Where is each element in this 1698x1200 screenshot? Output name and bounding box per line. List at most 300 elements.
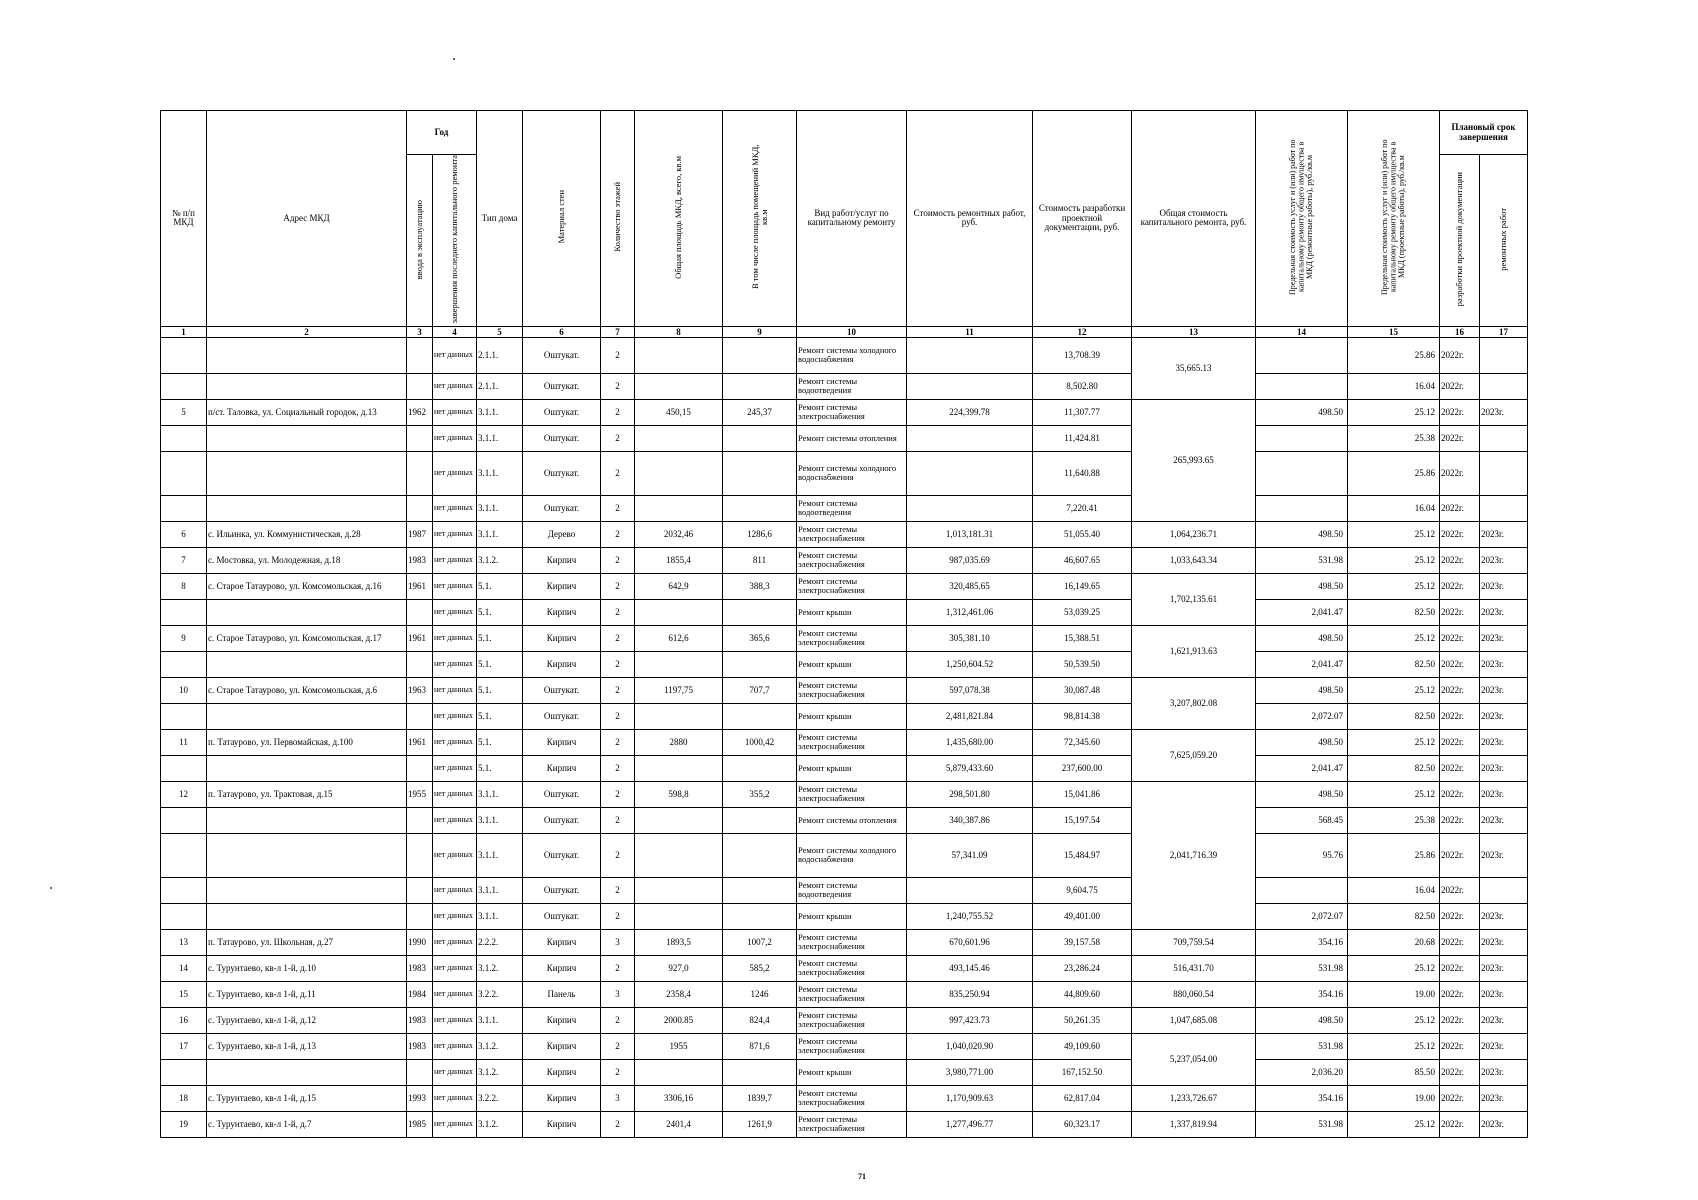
address-cell: с. Турунтаево, кв-л 1-й, д.10 xyxy=(207,955,407,981)
year-last-repair-cell: нет данных xyxy=(433,495,477,521)
total-area-cell: 1955 xyxy=(635,1033,723,1059)
plan-design-cell: 2022г. xyxy=(1440,877,1480,903)
address-cell xyxy=(207,903,407,929)
limit-design-cell: 25.12 xyxy=(1348,677,1440,703)
table-row xyxy=(161,573,1528,599)
year-last-repair-cell: нет данных xyxy=(433,729,477,755)
house-number xyxy=(161,373,207,399)
repair-cost-cell: 997,423.73 xyxy=(907,1007,1033,1033)
house-type-cell: 3.1.2. xyxy=(477,547,523,573)
limit-design-cell: 19.00 xyxy=(1348,981,1440,1007)
table-row xyxy=(161,729,1528,755)
design-cost-cell: 49,109.60 xyxy=(1033,1033,1132,1059)
wall-material-cell: Оштукат. xyxy=(523,337,601,373)
limit-repair-cell: 531.98 xyxy=(1256,955,1348,981)
limit-repair-cell: 2,072.07 xyxy=(1256,703,1348,729)
header-floors xyxy=(601,111,635,327)
house-number: 17 xyxy=(161,1033,207,1059)
table-row xyxy=(161,781,1528,807)
address-cell xyxy=(207,425,407,451)
house-number: 5 xyxy=(161,399,207,425)
work-type-cell: Ремонт системы электроснабжения xyxy=(797,1085,907,1111)
address-cell xyxy=(207,495,407,521)
limit-repair-cell: 498.50 xyxy=(1256,399,1348,425)
design-cost-cell: 72,345.60 xyxy=(1033,729,1132,755)
wall-material-cell: Оштукат. xyxy=(523,677,601,703)
house-number: 19 xyxy=(161,1111,207,1137)
table-row xyxy=(161,703,1528,729)
year-commission-cell: 1955 xyxy=(407,781,433,807)
design-cost-cell: 11,424.81 xyxy=(1033,425,1132,451)
plan-repair-cell xyxy=(1480,337,1528,373)
plan-repair-cell: 2023г. xyxy=(1480,781,1528,807)
house-number: 10 xyxy=(161,677,207,703)
year-last-repair-cell: нет данных xyxy=(433,1085,477,1111)
address-cell: с. Турунтаево, кв-л 1-й, д.11 xyxy=(207,981,407,1007)
wall-material-cell: Кирпич xyxy=(523,729,601,755)
year-commission-cell: 1993 xyxy=(407,1085,433,1111)
work-type-cell: Ремонт системы водоотведения xyxy=(797,495,907,521)
limit-design-cell: 25.12 xyxy=(1348,955,1440,981)
repair-cost-cell: 1,240,755.52 xyxy=(907,903,1033,929)
column-number: 10 xyxy=(797,326,907,337)
repair-cost-cell xyxy=(907,425,1033,451)
header-design-cost: Стоимость разработки проектной документации, руб. xyxy=(1033,111,1132,327)
plan-repair-cell: 2023г. xyxy=(1480,729,1528,755)
premises-area-cell: 1286,6 xyxy=(723,521,797,547)
table-row xyxy=(161,1059,1528,1085)
limit-design-cell: 25.12 xyxy=(1348,573,1440,599)
house-type-cell: 3.2.2. xyxy=(477,981,523,1007)
year-commission-cell xyxy=(407,599,433,625)
wall-material-cell: Оштукат. xyxy=(523,877,601,903)
total-cost-cell: 265,993.65 xyxy=(1132,399,1256,521)
work-type-cell: Ремонт системы электроснабжения xyxy=(797,625,907,651)
year-commission-cell xyxy=(407,651,433,677)
header-wall-material-text: Материал стен xyxy=(556,190,566,244)
wall-material-cell: Кирпич xyxy=(523,547,601,573)
house-type-cell: 5.1. xyxy=(477,651,523,677)
limit-repair-cell: 2,041.47 xyxy=(1256,755,1348,781)
plan-design-cell: 2022г. xyxy=(1440,1033,1480,1059)
year-last-repair-cell: нет данных xyxy=(433,573,477,599)
limit-design-cell: 82.50 xyxy=(1348,903,1440,929)
year-commission-cell: 1961 xyxy=(407,729,433,755)
premises-area-cell xyxy=(723,651,797,677)
premises-area-cell xyxy=(723,495,797,521)
total-cost-cell: 709,759.54 xyxy=(1132,929,1256,955)
total-cost-cell: 35,665.13 xyxy=(1132,337,1256,399)
plan-repair-cell: 2023г. xyxy=(1480,1059,1528,1085)
total-area-cell: 2358,4 xyxy=(635,981,723,1007)
year-commission-cell: 1987 xyxy=(407,521,433,547)
table-row xyxy=(161,337,1528,373)
total-cost-cell: 1,233,726.67 xyxy=(1132,1085,1256,1111)
premises-area-cell xyxy=(723,807,797,833)
address-cell xyxy=(207,703,407,729)
limit-repair-cell: 531.98 xyxy=(1256,547,1348,573)
floors-cell: 2 xyxy=(601,573,635,599)
address-cell: п. Татаурово, ул. Трактовая, д.15 xyxy=(207,781,407,807)
floors-cell: 2 xyxy=(601,495,635,521)
plan-repair-cell: 2023г. xyxy=(1480,1111,1528,1137)
plan-repair-cell: 2023г. xyxy=(1480,807,1528,833)
wall-material-cell: Оштукат. xyxy=(523,495,601,521)
header-plan-design xyxy=(1440,155,1480,327)
header-limit-repair xyxy=(1256,111,1348,327)
floors-cell: 2 xyxy=(601,651,635,677)
plan-design-cell: 2022г. xyxy=(1440,729,1480,755)
wall-material-cell: Кирпич xyxy=(523,599,601,625)
wall-material-cell: Оштукат. xyxy=(523,807,601,833)
floors-cell: 2 xyxy=(601,781,635,807)
address-cell: с. Ильинка, ул. Коммунистическая, д.28 xyxy=(207,521,407,547)
header-num: № п/п МКД xyxy=(161,111,207,327)
table-row xyxy=(161,373,1528,399)
plan-design-cell: 2022г. xyxy=(1440,929,1480,955)
year-commission-cell: 1990 xyxy=(407,929,433,955)
year-commission-cell xyxy=(407,373,433,399)
limit-design-cell: 25.12 xyxy=(1348,1007,1440,1033)
limit-repair-cell: 354.16 xyxy=(1256,929,1348,955)
plan-design-cell: 2022г. xyxy=(1440,903,1480,929)
limit-repair-cell: 354.16 xyxy=(1256,981,1348,1007)
limit-design-cell: 16.04 xyxy=(1348,877,1440,903)
limit-repair-cell xyxy=(1256,451,1348,495)
floors-cell: 2 xyxy=(601,1007,635,1033)
house-type-cell: 5.1. xyxy=(477,573,523,599)
address-cell xyxy=(207,337,407,373)
header-limit-repair-text: Предельная стоимость услуг и (или) работ по капитальному ремонту общего имущества в МКД (ремонтные работы), руб./кв.м xyxy=(1287,139,1314,295)
table-row xyxy=(161,1085,1528,1111)
floors-cell: 2 xyxy=(601,547,635,573)
design-cost-cell: 9,604.75 xyxy=(1033,877,1132,903)
house-number xyxy=(161,877,207,903)
total-area-cell: 1893,5 xyxy=(635,929,723,955)
column-number: 13 xyxy=(1132,326,1256,337)
house-type-cell: 2.2.2. xyxy=(477,929,523,955)
total-area-cell xyxy=(635,703,723,729)
limit-repair-cell: 498.50 xyxy=(1256,677,1348,703)
table-row xyxy=(161,981,1528,1007)
work-type-cell: Ремонт крыши xyxy=(797,703,907,729)
plan-design-cell: 2022г. xyxy=(1440,981,1480,1007)
address-cell xyxy=(207,451,407,495)
repair-cost-cell: 3,980,771.00 xyxy=(907,1059,1033,1085)
total-cost-cell: 1,033,643.34 xyxy=(1132,547,1256,573)
limit-design-cell: 25.12 xyxy=(1348,625,1440,651)
year-commission-cell xyxy=(407,755,433,781)
house-type-cell: 5.1. xyxy=(477,599,523,625)
floors-cell: 2 xyxy=(601,833,635,877)
repair-cost-cell: 2,481,821.84 xyxy=(907,703,1033,729)
design-cost-cell: 16,149.65 xyxy=(1033,573,1132,599)
repair-cost-cell: 1,250,604.52 xyxy=(907,651,1033,677)
total-area-cell xyxy=(635,755,723,781)
total-area-cell xyxy=(635,1059,723,1085)
column-number: 1 xyxy=(161,326,207,337)
design-cost-cell: 11,640.88 xyxy=(1033,451,1132,495)
repair-cost-cell: 1,312,461.06 xyxy=(907,599,1033,625)
table-row xyxy=(161,833,1528,877)
limit-design-cell: 25.86 xyxy=(1348,833,1440,877)
limit-repair-cell xyxy=(1256,495,1348,521)
address-cell xyxy=(207,755,407,781)
limit-repair-cell: 531.98 xyxy=(1256,1111,1348,1137)
plan-repair-cell xyxy=(1480,373,1528,399)
work-type-cell: Ремонт системы электроснабжения xyxy=(797,981,907,1007)
year-commission-cell xyxy=(407,425,433,451)
floors-cell: 2 xyxy=(601,337,635,373)
work-type-cell: Ремонт системы электроснабжения xyxy=(797,547,907,573)
limit-repair-cell xyxy=(1256,337,1348,373)
house-number xyxy=(161,451,207,495)
work-type-cell: Ремонт системы электроснабжения xyxy=(797,677,907,703)
wall-material-cell: Дерево xyxy=(523,521,601,547)
floors-cell: 2 xyxy=(601,625,635,651)
header-plan-term: Плановый срок завершения xyxy=(1440,111,1528,155)
limit-design-cell: 82.50 xyxy=(1348,703,1440,729)
wall-material-cell: Кирпич xyxy=(523,755,601,781)
table-row xyxy=(161,651,1528,677)
year-last-repair-cell: нет данных xyxy=(433,677,477,703)
total-area-cell: 3306,16 xyxy=(635,1085,723,1111)
repair-cost-cell: 1,277,496.77 xyxy=(907,1111,1033,1137)
repair-cost-cell: 987,035.69 xyxy=(907,547,1033,573)
total-area-cell xyxy=(635,807,723,833)
house-number: 11 xyxy=(161,729,207,755)
floors-cell: 2 xyxy=(601,1033,635,1059)
header-wall-material xyxy=(523,111,601,327)
floors-cell: 2 xyxy=(601,521,635,547)
wall-material-cell: Панель xyxy=(523,981,601,1007)
header-address: Адрес МКД xyxy=(207,111,407,327)
plan-design-cell: 2022г. xyxy=(1440,833,1480,877)
year-commission-cell xyxy=(407,451,433,495)
house-type-cell: 3.1.1. xyxy=(477,1007,523,1033)
limit-repair-cell xyxy=(1256,877,1348,903)
premises-area-cell xyxy=(723,1059,797,1085)
plan-repair-cell xyxy=(1480,495,1528,521)
premises-area-cell xyxy=(723,373,797,399)
house-number xyxy=(161,651,207,677)
limit-design-cell: 82.50 xyxy=(1348,755,1440,781)
house-number: 15 xyxy=(161,981,207,1007)
premises-area-cell: 871,6 xyxy=(723,1033,797,1059)
plan-repair-cell: 2023г. xyxy=(1480,651,1528,677)
house-type-cell: 3.1.1. xyxy=(477,877,523,903)
limit-repair-cell: 354.16 xyxy=(1256,1085,1348,1111)
year-last-repair-cell: нет данных xyxy=(433,547,477,573)
total-cost-cell: 1,047,685.08 xyxy=(1132,1007,1256,1033)
limit-design-cell: 82.50 xyxy=(1348,599,1440,625)
limit-repair-cell xyxy=(1256,373,1348,399)
house-number xyxy=(161,755,207,781)
year-last-repair-cell: нет данных xyxy=(433,599,477,625)
year-commission-cell: 1983 xyxy=(407,547,433,573)
premises-area-cell: 1246 xyxy=(723,981,797,1007)
total-cost-cell: 880,060.54 xyxy=(1132,981,1256,1007)
work-type-cell: Ремонт системы холодного водоснабжения xyxy=(797,833,907,877)
floors-cell: 2 xyxy=(601,677,635,703)
address-cell: с. Турунтаево, кв-л 1-й, д.13 xyxy=(207,1033,407,1059)
column-number: 15 xyxy=(1348,326,1440,337)
wall-material-cell: Кирпич xyxy=(523,573,601,599)
wall-material-cell: Кирпич xyxy=(523,1033,601,1059)
house-type-cell: 3.1.1. xyxy=(477,495,523,521)
premises-area-cell: 1839,7 xyxy=(723,1085,797,1111)
total-cost-cell: 1,064,236.71 xyxy=(1132,521,1256,547)
repair-cost-cell xyxy=(907,877,1033,903)
house-type-cell: 3.1.1. xyxy=(477,833,523,877)
plan-repair-cell: 2023г. xyxy=(1480,677,1528,703)
floors-cell: 2 xyxy=(601,755,635,781)
total-area-cell xyxy=(635,425,723,451)
premises-area-cell xyxy=(723,877,797,903)
address-cell xyxy=(207,599,407,625)
column-number: 16 xyxy=(1440,326,1480,337)
design-cost-cell: 30,087.48 xyxy=(1033,677,1132,703)
total-area-cell xyxy=(635,903,723,929)
limit-design-cell: 85.50 xyxy=(1348,1059,1440,1085)
limit-design-cell: 25.12 xyxy=(1348,1033,1440,1059)
year-last-repair-cell: нет данных xyxy=(433,1059,477,1085)
plan-design-cell: 2022г. xyxy=(1440,781,1480,807)
year-last-repair-cell: нет данных xyxy=(433,807,477,833)
year-commission-cell: 1984 xyxy=(407,981,433,1007)
total-area-cell xyxy=(635,599,723,625)
column-number: 14 xyxy=(1256,326,1348,337)
premises-area-cell xyxy=(723,703,797,729)
plan-repair-cell: 2023г. xyxy=(1480,521,1528,547)
address-cell xyxy=(207,833,407,877)
total-area-cell: 1855,4 xyxy=(635,547,723,573)
wall-material-cell: Кирпич xyxy=(523,1111,601,1137)
design-cost-cell: 50,261.35 xyxy=(1033,1007,1132,1033)
limit-design-cell: 25.38 xyxy=(1348,425,1440,451)
house-type-cell: 3.1.1. xyxy=(477,903,523,929)
premises-area-cell xyxy=(723,833,797,877)
premises-area-cell: 1261,9 xyxy=(723,1111,797,1137)
work-type-cell: Ремонт крыши xyxy=(797,755,907,781)
house-number xyxy=(161,599,207,625)
work-type-cell: Ремонт крыши xyxy=(797,1059,907,1085)
page-number: 71 xyxy=(858,1172,866,1181)
limit-repair-cell xyxy=(1256,425,1348,451)
repair-cost-cell xyxy=(907,495,1033,521)
house-type-cell: 2.1.1. xyxy=(477,337,523,373)
address-cell: с. Старое Татаурово, ул. Комсомольская, д.17 xyxy=(207,625,407,651)
house-number: 8 xyxy=(161,573,207,599)
column-number: 11 xyxy=(907,326,1033,337)
limit-repair-cell: 2,072.07 xyxy=(1256,903,1348,929)
plan-design-cell: 2022г. xyxy=(1440,573,1480,599)
house-number: 13 xyxy=(161,929,207,955)
work-type-cell: Ремонт системы электроснабжения xyxy=(797,955,907,981)
plan-design-cell: 2022г. xyxy=(1440,807,1480,833)
limit-design-cell: 19.00 xyxy=(1348,1085,1440,1111)
wall-material-cell: Кирпич xyxy=(523,625,601,651)
house-type-cell: 3.1.1. xyxy=(477,399,523,425)
repair-cost-cell: 1,170,909.63 xyxy=(907,1085,1033,1111)
design-cost-cell: 53,039.25 xyxy=(1033,599,1132,625)
wall-material-cell: Оштукат. xyxy=(523,451,601,495)
table-row xyxy=(161,425,1528,451)
house-number xyxy=(161,833,207,877)
header-year-last-repair-text: завершения последнего капитального ремонта xyxy=(449,155,459,324)
year-commission-cell: 1961 xyxy=(407,625,433,651)
document-table-wrapper xyxy=(160,110,1528,1138)
house-type-cell: 5.1. xyxy=(477,625,523,651)
header-total-area xyxy=(635,111,723,327)
plan-repair-cell: 2023г. xyxy=(1480,1085,1528,1111)
header-limit-design-text: Предельная стоимость услуг и (или) работ по капитальному ремонту общего имущества в МКД (проектные работы), руб./кв.м xyxy=(1379,139,1406,295)
house-type-cell: 3.1.2. xyxy=(477,955,523,981)
plan-repair-cell: 2023г. xyxy=(1480,1033,1528,1059)
work-type-cell: Ремонт системы электроснабжения xyxy=(797,1007,907,1033)
premises-area-cell: 811 xyxy=(723,547,797,573)
table-row xyxy=(161,1111,1528,1137)
year-commission-cell: 1985 xyxy=(407,1111,433,1137)
plan-repair-cell: 2023г. xyxy=(1480,599,1528,625)
table-row xyxy=(161,1033,1528,1059)
plan-repair-cell: 2023г. xyxy=(1480,981,1528,1007)
plan-design-cell: 2022г. xyxy=(1440,547,1480,573)
total-area-cell xyxy=(635,833,723,877)
table-row xyxy=(161,755,1528,781)
premises-area-cell xyxy=(723,599,797,625)
house-number xyxy=(161,425,207,451)
plan-repair-cell xyxy=(1480,451,1528,495)
work-type-cell: Ремонт системы отопления xyxy=(797,425,907,451)
wall-material-cell: Кирпич xyxy=(523,1007,601,1033)
limit-design-cell: 25.38 xyxy=(1348,807,1440,833)
table-row xyxy=(161,877,1528,903)
house-number xyxy=(161,703,207,729)
year-last-repair-cell: нет данных xyxy=(433,781,477,807)
design-cost-cell: 51,055.40 xyxy=(1033,521,1132,547)
plan-design-cell: 2022г. xyxy=(1440,425,1480,451)
plan-repair-cell xyxy=(1480,877,1528,903)
work-type-cell: Ремонт крыши xyxy=(797,599,907,625)
plan-repair-cell: 2023г. xyxy=(1480,547,1528,573)
year-commission-cell: 1983 xyxy=(407,1007,433,1033)
repair-cost-cell: 320,485.65 xyxy=(907,573,1033,599)
header-limit-design xyxy=(1348,111,1440,327)
year-commission-cell: 1962 xyxy=(407,399,433,425)
house-number xyxy=(161,807,207,833)
floors-cell: 3 xyxy=(601,929,635,955)
house-number xyxy=(161,1059,207,1085)
table-row xyxy=(161,807,1528,833)
house-number: 6 xyxy=(161,521,207,547)
column-number: 17 xyxy=(1480,326,1528,337)
house-type-cell: 3.1.2. xyxy=(477,1059,523,1085)
wall-material-cell: Кирпич xyxy=(523,1059,601,1085)
plan-repair-cell: 2023г. xyxy=(1480,755,1528,781)
design-cost-cell: 15,484.97 xyxy=(1033,833,1132,877)
table-body xyxy=(161,337,1528,1137)
limit-design-cell: 25.12 xyxy=(1348,781,1440,807)
year-commission-cell: 1961 xyxy=(407,573,433,599)
floors-cell: 2 xyxy=(601,373,635,399)
wall-material-cell: Оштукат. xyxy=(523,781,601,807)
plan-design-cell: 2022г. xyxy=(1440,1085,1480,1111)
column-number: 8 xyxy=(635,326,723,337)
wall-material-cell: Кирпич xyxy=(523,1085,601,1111)
year-commission-cell xyxy=(407,903,433,929)
year-last-repair-cell: нет данных xyxy=(433,955,477,981)
